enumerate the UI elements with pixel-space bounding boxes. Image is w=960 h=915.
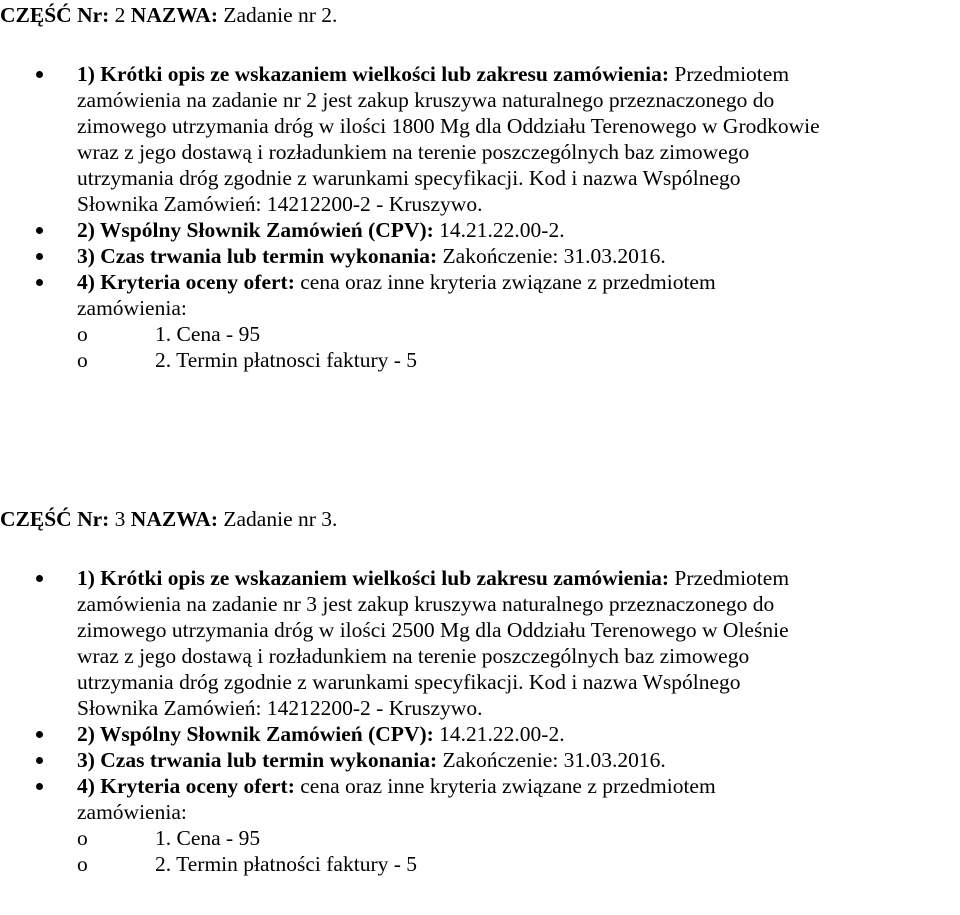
part-heading: CZĘŚĆ Nr: 3 NAZWA: Zadanie nr 3.	[0, 507, 338, 531]
list-item: 1) Krótki opis ze wskazaniem wielkości lub zakresu zamówienia: Przedmiotem zamówienia na zadanie nr 2 jest zakup kruszywa naturalnego przeznaczonego do zimowego utrzymania dróg w ilości 1800 Mg dla Oddziału Terenowego w Grodkowie wraz z jego dostawą i rozładunkiem na terenie poszczególnych baz zimowego utrzymania dróg zgodnie z warunkami specyfikacji. Kod i nazwa Wspólnego Słownika Zamówień: 14212200-2 - Kruszywo.	[0, 61, 960, 217]
circle-bullet-icon: o	[77, 826, 88, 850]
circle-bullet-icon: o	[77, 348, 88, 372]
bullet-icon	[36, 731, 43, 738]
circle-bullet-icon: o	[77, 852, 88, 876]
list-item: 3) Czas trwania lub termin wykonania: Zakończenie: 31.03.2016.	[0, 243, 960, 269]
list-item: 2) Wspólny Słownik Zamówień (CPV): 14.21.22.00-2.	[0, 721, 960, 747]
bullet-icon	[36, 279, 43, 286]
list-item: 3) Czas trwania lub termin wykonania: Zakończenie: 31.03.2016.	[0, 747, 960, 773]
bullet-icon	[36, 71, 43, 78]
criteria-item: o 2. Termin płatnosci faktury - 5	[77, 348, 418, 372]
bullet-icon	[36, 227, 43, 234]
bullet-icon	[36, 783, 43, 790]
list-item: 1) Krótki opis ze wskazaniem wielkości lub zakresu zamówienia: Przedmiotem zamówienia na zadanie nr 3 jest zakup kruszywa naturalnego przeznaczonego do zimowego utrzymania dróg w ilości 2500 Mg dla Oddziału Terenowego w Oleśnie wraz z jego dostawą i rozładunkiem na terenie poszczególnych baz zimowego utrzymania dróg zgodnie z warunkami specyfikacji. Kod i nazwa Wspólnego Słownika Zamówień: 14212200-2 - Kruszywo.	[0, 565, 960, 721]
criteria-item: o 1. Cena - 95	[77, 322, 261, 346]
part-heading: CZĘŚĆ Nr: 2 NAZWA: Zadanie nr 2.	[0, 3, 338, 27]
criteria-item: o 1. Cena - 95	[77, 826, 261, 850]
criteria-item: o 2. Termin płatności faktury - 5	[77, 852, 418, 876]
criteria-list	[77, 825, 960, 877]
part-details-list	[0, 61, 960, 373]
part-details-list	[0, 565, 960, 877]
criteria-list	[77, 321, 960, 373]
bullet-icon	[36, 253, 43, 260]
list-item: 4) Kryteria oceny ofert: cena oraz inne kryteria związane z przedmiotem zamówienia: o 1. Cena - 95 o 2. Termin płatności faktury - 5	[0, 773, 960, 877]
list-item: 2) Wspólny Słownik Zamówień (CPV): 14.21.22.00-2.	[0, 217, 960, 243]
bullet-icon	[36, 757, 43, 764]
circle-bullet-icon: o	[77, 322, 88, 346]
list-item: 4) Kryteria oceny ofert: cena oraz inne kryteria związane z przedmiotem zamówienia: o 1. Cena - 95 o 2. Termin płatnosci faktury - 5	[0, 269, 960, 373]
bullet-icon	[36, 575, 43, 582]
